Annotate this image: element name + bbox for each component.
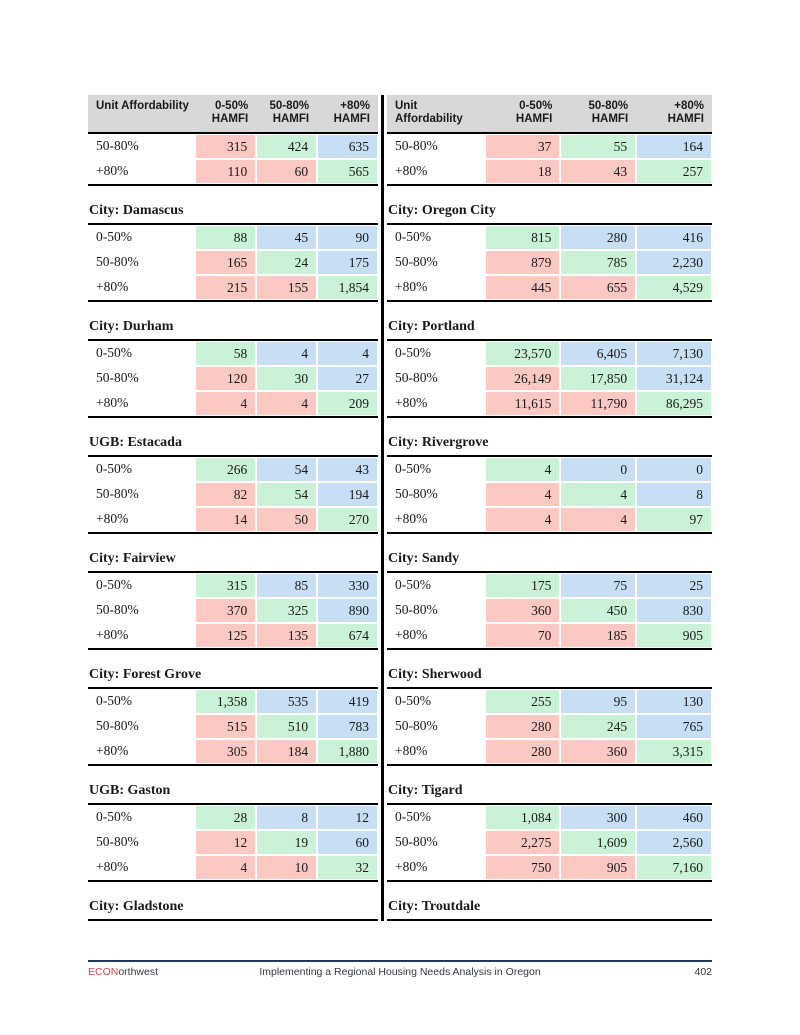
row-label: 50-80%	[96, 138, 139, 153]
header-0-50-hamfi: 0-50% HAMFI	[211, 100, 249, 125]
value-cell: 19	[256, 830, 317, 855]
value-cell: 6,405	[560, 341, 636, 366]
city-section-title: UGB: Gaston	[88, 778, 378, 805]
value-cell: 255	[485, 689, 561, 714]
row-label: +80%	[96, 279, 129, 294]
city-table	[88, 341, 378, 418]
value-cell: 424	[256, 134, 317, 159]
value-cell: 209	[317, 391, 378, 416]
value-cell: 4	[560, 482, 636, 507]
value-cell: 17,850	[560, 366, 636, 391]
left-table-column	[88, 95, 378, 921]
value-cell: 1,880	[317, 739, 378, 764]
city-table	[88, 805, 378, 882]
value-cell: 185	[560, 623, 636, 648]
value-cell: 4	[485, 507, 561, 532]
table-row	[387, 507, 712, 532]
value-cell: 43	[560, 159, 636, 184]
value-cell: 4	[195, 391, 256, 416]
city-section	[88, 546, 378, 650]
row-label: +80%	[395, 163, 428, 178]
row-label: 0-50%	[395, 577, 431, 592]
value-cell: 565	[317, 159, 378, 184]
row-label: +80%	[395, 859, 428, 874]
header-unit-affordability: Unit Affordability	[395, 100, 463, 125]
value-cell: 765	[636, 714, 712, 739]
row-label: 50-80%	[96, 254, 139, 269]
value-cell: 635	[317, 134, 378, 159]
header-plus80-hamfi: +80% HAMFI	[333, 100, 371, 125]
value-cell: 130	[636, 689, 712, 714]
table-row	[387, 159, 712, 184]
value-cell: 280	[485, 739, 561, 764]
value-cell: 110	[195, 159, 256, 184]
value-cell: 155	[256, 275, 317, 300]
value-cell: 24	[256, 250, 317, 275]
table-row	[387, 598, 712, 623]
value-cell: 12	[317, 805, 378, 830]
value-cell: 245	[560, 714, 636, 739]
footer-title: Implementing a Regional Housing Needs Analysis in Oregon	[259, 966, 541, 978]
table-row	[387, 482, 712, 507]
table-row	[387, 134, 712, 159]
header-50-80-hamfi: 50-80% HAMFI	[588, 100, 629, 125]
value-cell: 7,160	[636, 855, 712, 880]
table-row	[387, 341, 712, 366]
value-cell: 785	[560, 250, 636, 275]
value-cell: 445	[485, 275, 561, 300]
city-table	[88, 689, 378, 766]
table-row	[88, 275, 378, 300]
table-row	[88, 573, 378, 598]
table-row	[387, 739, 712, 764]
row-label: 50-80%	[96, 834, 139, 849]
value-cell: 360	[485, 598, 561, 623]
value-cell: 18	[485, 159, 561, 184]
value-cell: 370	[195, 598, 256, 623]
value-cell: 43	[317, 457, 378, 482]
row-label: 0-50%	[395, 345, 431, 360]
table-row	[88, 159, 378, 184]
city-section	[88, 662, 378, 766]
value-cell: 655	[560, 275, 636, 300]
value-cell: 4	[560, 507, 636, 532]
value-cell: 164	[636, 134, 712, 159]
city-section-title: City: Oregon City	[387, 198, 712, 225]
value-cell: 4	[485, 457, 561, 482]
city-table	[88, 134, 378, 186]
value-cell: 905	[560, 855, 636, 880]
value-cell: 4	[317, 341, 378, 366]
value-cell: 4	[256, 341, 317, 366]
value-cell: 97	[636, 507, 712, 532]
city-section-title: City: Tigard	[387, 778, 712, 805]
value-cell: 55	[560, 134, 636, 159]
value-cell: 0	[636, 457, 712, 482]
city-section	[88, 894, 378, 921]
value-cell: 125	[195, 623, 256, 648]
row-label: 0-50%	[96, 577, 132, 592]
value-cell: 3,315	[636, 739, 712, 764]
value-cell: 0	[560, 457, 636, 482]
value-cell: 4	[485, 482, 561, 507]
value-cell: 815	[485, 225, 561, 250]
value-cell: 460	[636, 805, 712, 830]
row-label: 50-80%	[96, 718, 139, 733]
value-cell: 830	[636, 598, 712, 623]
brand-prefix: ECON	[88, 966, 119, 978]
value-cell: 120	[195, 366, 256, 391]
value-cell: 4	[195, 855, 256, 880]
row-label: 50-80%	[96, 602, 139, 617]
city-table	[387, 341, 712, 418]
value-cell: 515	[195, 714, 256, 739]
value-cell: 95	[560, 689, 636, 714]
value-cell: 1,084	[485, 805, 561, 830]
row-label: 0-50%	[96, 229, 132, 244]
row-label: 0-50%	[395, 693, 431, 708]
table-row	[387, 689, 712, 714]
value-cell: 674	[317, 623, 378, 648]
table-row	[387, 225, 712, 250]
row-label: 0-50%	[96, 693, 132, 708]
city-section	[88, 134, 378, 186]
city-section-title: City: Rivergrove	[387, 430, 712, 457]
table-row	[387, 714, 712, 739]
row-label: +80%	[96, 163, 129, 178]
value-cell: 8	[256, 805, 317, 830]
city-section-title: City: Gladstone	[88, 894, 378, 921]
table-row	[88, 739, 378, 764]
value-cell: 135	[256, 623, 317, 648]
city-table	[387, 225, 712, 302]
table-row	[88, 482, 378, 507]
value-cell: 280	[560, 225, 636, 250]
column-divider-rule	[381, 95, 384, 921]
city-table	[387, 134, 712, 186]
city-section-title: City: Sherwood	[387, 662, 712, 689]
table-row	[387, 573, 712, 598]
row-label: +80%	[395, 511, 428, 526]
table-row	[387, 366, 712, 391]
value-cell: 315	[195, 134, 256, 159]
table-row	[88, 225, 378, 250]
city-table	[387, 805, 712, 882]
city-section	[387, 778, 712, 882]
value-cell: 70	[485, 623, 561, 648]
table-row	[387, 623, 712, 648]
city-section-title: UGB: Estacada	[88, 430, 378, 457]
city-section-title: City: Durham	[88, 314, 378, 341]
value-cell: 1,609	[560, 830, 636, 855]
table-row	[88, 507, 378, 532]
row-label: 50-80%	[395, 138, 438, 153]
value-cell: 4	[256, 391, 317, 416]
row-label: 50-80%	[96, 370, 139, 385]
value-cell: 879	[485, 250, 561, 275]
value-cell: 27	[317, 366, 378, 391]
value-cell: 300	[560, 805, 636, 830]
value-cell: 2,275	[485, 830, 561, 855]
table-row	[88, 623, 378, 648]
table-row	[88, 714, 378, 739]
row-label: 0-50%	[96, 809, 132, 824]
city-table	[88, 225, 378, 302]
value-cell: 28	[195, 805, 256, 830]
table-row	[88, 805, 378, 830]
value-cell: 325	[256, 598, 317, 623]
value-cell: 88	[195, 225, 256, 250]
value-cell: 2,230	[636, 250, 712, 275]
value-cell: 750	[485, 855, 561, 880]
table-row	[88, 250, 378, 275]
value-cell: 85	[256, 573, 317, 598]
table-header	[387, 95, 712, 134]
row-label: +80%	[395, 627, 428, 642]
city-section	[88, 430, 378, 534]
table-header	[88, 95, 378, 134]
row-label: +80%	[96, 511, 129, 526]
value-cell: 783	[317, 714, 378, 739]
value-cell: 184	[256, 739, 317, 764]
value-cell: 280	[485, 714, 561, 739]
table-row	[88, 855, 378, 880]
row-label: 50-80%	[395, 602, 438, 617]
row-label: 0-50%	[96, 461, 132, 476]
value-cell: 257	[636, 159, 712, 184]
city-section	[88, 314, 378, 418]
value-cell: 4,529	[636, 275, 712, 300]
value-cell: 175	[485, 573, 561, 598]
value-cell: 890	[317, 598, 378, 623]
city-section	[387, 546, 712, 650]
city-table	[88, 573, 378, 650]
row-label: 50-80%	[395, 486, 438, 501]
city-section-title: City: Portland	[387, 314, 712, 341]
value-cell: 75	[560, 573, 636, 598]
header-plus80-hamfi: +80% HAMFI	[667, 100, 704, 125]
value-cell: 12	[195, 830, 256, 855]
value-cell: 82	[195, 482, 256, 507]
value-cell: 360	[560, 739, 636, 764]
value-cell: 8	[636, 482, 712, 507]
table-row	[88, 341, 378, 366]
city-section	[387, 662, 712, 766]
table-row	[387, 805, 712, 830]
city-table	[387, 573, 712, 650]
row-label: +80%	[96, 859, 129, 874]
value-cell: 416	[636, 225, 712, 250]
row-label: +80%	[395, 279, 428, 294]
value-cell: 86,295	[636, 391, 712, 416]
city-section	[387, 134, 712, 186]
value-cell: 175	[317, 250, 378, 275]
value-cell: 11,790	[560, 391, 636, 416]
city-section-title: City: Troutdale	[387, 894, 712, 921]
value-cell: 10	[256, 855, 317, 880]
row-label: 50-80%	[395, 254, 438, 269]
city-section	[387, 314, 712, 418]
value-cell: 26,149	[485, 366, 561, 391]
value-cell: 270	[317, 507, 378, 532]
table-row	[387, 275, 712, 300]
right-table-column	[387, 95, 712, 921]
row-label: 50-80%	[395, 834, 438, 849]
value-cell: 23,570	[485, 341, 561, 366]
tables-area	[88, 95, 712, 921]
table-row	[387, 830, 712, 855]
table-row	[88, 689, 378, 714]
city-table	[88, 457, 378, 534]
page-number: 402	[694, 966, 713, 978]
city-section	[88, 778, 378, 882]
table-row	[387, 391, 712, 416]
city-section-title: City: Fairview	[88, 546, 378, 573]
table-row	[88, 830, 378, 855]
city-table	[387, 457, 712, 534]
value-cell: 165	[195, 250, 256, 275]
brand-suffix: orthwest	[118, 966, 159, 978]
table-row	[88, 134, 378, 159]
row-label: +80%	[395, 395, 428, 410]
value-cell: 32	[317, 855, 378, 880]
city-section-title: City: Forest Grove	[88, 662, 378, 689]
header-0-50-hamfi: 0-50% HAMFI	[515, 100, 553, 125]
value-cell: 450	[560, 598, 636, 623]
value-cell: 194	[317, 482, 378, 507]
value-cell: 25	[636, 573, 712, 598]
table-row	[387, 250, 712, 275]
row-label: +80%	[96, 627, 129, 642]
table-row	[387, 457, 712, 482]
row-label: 0-50%	[395, 461, 431, 476]
value-cell: 90	[317, 225, 378, 250]
value-cell: 305	[195, 739, 256, 764]
header-unit-affordability: Unit Affordability	[96, 100, 189, 112]
city-section-title: City: Sandy	[387, 546, 712, 573]
value-cell: 14	[195, 507, 256, 532]
value-cell: 37	[485, 134, 561, 159]
city-section-title: City: Damascus	[88, 198, 378, 225]
row-label: 0-50%	[395, 809, 431, 824]
value-cell: 11,615	[485, 391, 561, 416]
page-footer	[88, 960, 712, 978]
table-row	[88, 457, 378, 482]
value-cell: 215	[195, 275, 256, 300]
table-row	[88, 391, 378, 416]
value-cell: 60	[256, 159, 317, 184]
value-cell: 266	[195, 457, 256, 482]
table-row	[387, 855, 712, 880]
city-table	[387, 689, 712, 766]
value-cell: 45	[256, 225, 317, 250]
row-label: +80%	[395, 743, 428, 758]
value-cell: 905	[636, 623, 712, 648]
value-cell: 58	[195, 341, 256, 366]
header-50-80-hamfi: 50-80% HAMFI	[269, 100, 310, 125]
row-label: 50-80%	[96, 486, 139, 501]
value-cell: 54	[256, 457, 317, 482]
econorthwest-logo	[88, 966, 259, 978]
value-cell: 50	[256, 507, 317, 532]
city-section	[387, 198, 712, 302]
value-cell: 1,358	[195, 689, 256, 714]
value-cell: 2,560	[636, 830, 712, 855]
value-cell: 330	[317, 573, 378, 598]
value-cell: 1,854	[317, 275, 378, 300]
city-section	[387, 430, 712, 534]
value-cell: 54	[256, 482, 317, 507]
value-cell: 7,130	[636, 341, 712, 366]
value-cell: 30	[256, 366, 317, 391]
table-row	[88, 598, 378, 623]
value-cell: 510	[256, 714, 317, 739]
table-row	[88, 366, 378, 391]
value-cell: 60	[317, 830, 378, 855]
city-section	[88, 198, 378, 302]
value-cell: 419	[317, 689, 378, 714]
row-label: 0-50%	[96, 345, 132, 360]
row-label: +80%	[96, 395, 129, 410]
city-section	[387, 894, 712, 921]
row-label: +80%	[96, 743, 129, 758]
row-label: 0-50%	[395, 229, 431, 244]
row-label: 50-80%	[395, 718, 438, 733]
value-cell: 31,124	[636, 366, 712, 391]
value-cell: 315	[195, 573, 256, 598]
value-cell: 535	[256, 689, 317, 714]
row-label: 50-80%	[395, 370, 438, 385]
